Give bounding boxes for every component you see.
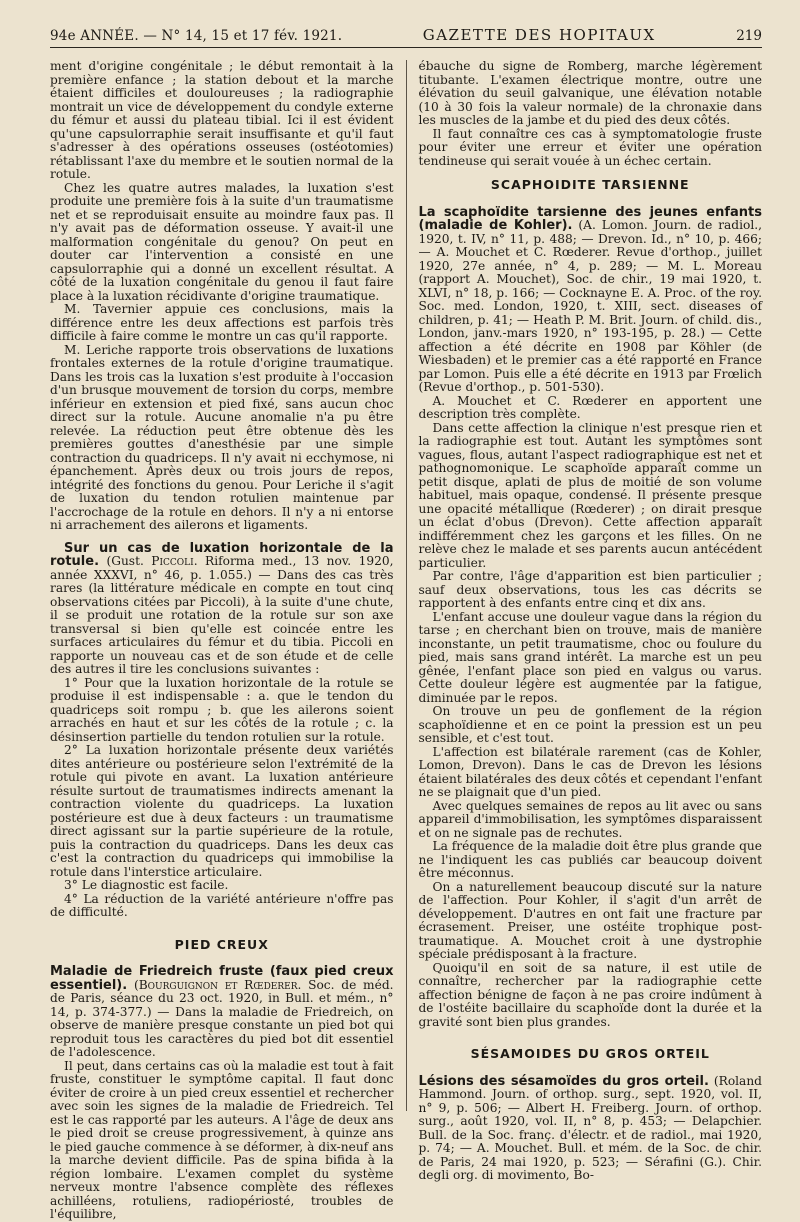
article-body: (Roland Hammond. Journ. of orthop. surg., sept. 1920, vol. II, n° 9, p. 506; — Albert H. Freiberg. Journ. of orthop. surg., août 1920, vol. II, n° 8, p. 453; — Delapchier. Bull. de la Soc. franç. d'électr. et de radiol., mai 1920, p. 74; — A. Mouchet. Bull. et mém. de la Soc. de chir. de Paris, 24 mai 1920, p. 523; — Sérafini (G.). Chir. degli org. di movimento, Bo- — [418, 1073, 762, 1182]
article-title: La scaphoïdite tarsienne des jeunes enfants (maladie de Kohler). — [418, 204, 762, 233]
article-body: Soc. de méd. de Paris, séance du 23 oct. 1920, in Bull. et mém., n° 14, p. 374-377.) — Dans la maladie de Friedreich, on observe de manière presque constante un pied bot qui reproduit tous les caractères du pied bot dit essentiel de l'adolescence. — [50, 977, 394, 1059]
section-heading-sesamoides: SÉSAMOIDES DU GROS ORTEIL — [470, 1046, 710, 1061]
column-divider — [406, 60, 407, 1111]
article-body: (A. Lomon. Journ. de radiol., 1920, t. IV, n° 11, p. 488; — Drevon. Id., n° 10, p. 466; — A. Mouchet et C. Rœderer. Revue d'orthop., juillet 1920, 27e année, n° 4, p. 289; — M. L. Moreau (rapport A. Mouchet), Soc. de chir., 19 mai 1920, t. XLVI, n° 18, p. 166; — Cocknayne E. A. Proc. of the roy. Soc. med. London, 1920, t. XIII, sect. diseases of children, p. 41; — Heath P. M. Brit. Journ. of child. dis., London, janv.-mars 1920, n° 193-195, p. 28.) — Cette affection a été décrite en 1908 par Köhler (de Wiesbaden) et le premier cas a été rapporté en France par Lomon. Puis elle a été décrite en 1913 par Frœlich (Revue d'orthop., p. 501-530). — [418, 218, 762, 394]
paragraph: M. Tavernier appuie ces conclusions, mais la différence entre les deux affections est parfois très difficile à faire comme le montre un cas qu'il rapporte. — [50, 302, 394, 343]
paragraph: L'affection est bilatérale rarement (cas de Kohler, Lomon, Drevon). Dans le cas de Drevon les lésions étaient bilatérales des deux côtés et cependant l'enfant ne se plaignait que d'un pied. — [418, 744, 762, 799]
section-heading-scaphoidite: SCAPHOIDITE TARSIENNE — [490, 177, 690, 192]
paragraph: Chez les quatre autres malades, la luxation s'est produite une première fois à la suite d'un traumatisme net et se reproduisait ensuite au moindre faux pas. Il n'y avait pas de déformation osseuse. Y avait-il une malformation congénitale du genou? On peut en douter car l'intervention a consisté en une capsulorraphie qui a donné un excellent résultat. A côté de la luxation congénitale du genou il faut faire place à la luxation récidivante d'origine traumatique. — [50, 180, 394, 303]
paragraph: Par contre, l'âge d'apparition est bien particulier ; sauf deux observations, tous les cas décrits se rapportent à des enfants entre cinq et dix ans. — [418, 569, 762, 610]
paragraph: A. Mouchet et C. Rœderer en apportent une description très complète. — [418, 393, 762, 421]
right-column — [418, 59, 763, 1182]
issue-info: 94e ANNÉE. — N° 14, 15 et 17 fév. 1921. — [50, 28, 343, 44]
article-body: . Riforma med., 13 nov. 1920, année XXXVI, n° 46, p. 1.055.) — Dans des cas très rares (la littérature médicale en compte en tout cinq observations citées par Piccoli), à la suite d'une chute, il se produit une rotation de la rotule sur son axe transversal si bien qu'elle est coincée entre les surfaces articulaires du fémur et du tibia. Piccoli en rapporte un nouveau cas et de son étude et de celle des autres il tire les conclusions suivantes : — [50, 554, 394, 676]
left-column — [50, 59, 394, 1221]
paragraph: Avec quelques semaines de repos au lit avec ou sans appareil d'immobilisation, les symptômes disparaissent et on ne signale pas de rechutes. — [418, 798, 762, 840]
article-sesamoides — [419, 1075, 763, 1183]
page-number: 219 — [736, 28, 762, 44]
article-scaphoidite — [419, 206, 763, 395]
conclusion-item: 1° Pour que la luxation horizontale de la rotule se produise il est indispensable : a. que le tendon du quadriceps soit rompu ; b. que les ailerons soient arrachés en haut et sur les côtés de la rotule ; c. la désinsertion partielle du tendon rotulien sur la rotule. — [50, 675, 394, 744]
paragraph: Dans cette affection la clinique n'est presque rien et la radiographie est tout. Autant les symptômes sont vagues, flous, autant l'aspect radiographique est net et pathognomonique. Le scaphoïde apparaît comme un petit disque, aplati de plus de moitié de son volume habituel, mais opaque, condensé. Il présente presque une opacité métallique (Rœderer) ; on dirait presque un éclat d'obus (Drevon). Cette affection apparaît indifféremment chez les garçons et les filles. On ne relève chez le malade et ses parents aucun antécédent particulier. — [418, 420, 762, 570]
article-reference: (Gust. — [106, 554, 152, 568]
paragraph: Il faut connaître ces cas à symptomatologie fruste pour éviter une erreur et éviter une opération tendineuse qui serait vouée à un échec certain. — [418, 126, 762, 168]
paragraph: M. Leriche rapporte trois observations de luxations frontales externes de la rotule d'origine traumatique. Dans les trois cas la luxation s'est produite à l'occasion d'un brusque mouvement de torsion du corps, membre inférieur en extension et pied fixé, sans aucun choc direct sur la rotule. Aucune anomalie n'a pu être relevée. La réduction peut être obtenue dès les premières gouttes d'anesthésie par une simple contraction du quadriceps. Il n'y avait ni ecchymose, ni épanchement. Après deux ou trois jours de repos, intégrité des fonctions du genou. Pour Leriche il s'agit de luxation du tendon rotulien maintenue par l'accrochage de la rotule en dehors. Il n'y a ni entorse ni arrachement des ailerons et ligaments. — [50, 342, 394, 532]
paragraph: ébauche du signe de Romberg, marche légèrement titubante. L'examen électrique montre, outre une élévation du seuil galvanique, une élévation notable (10 à 30 fois la valeur normale) de la chronaxie dans les muscles de la jambe et du pied des deux côtés. — [418, 59, 762, 127]
paragraph: Quoiqu'il en soit de sa nature, il est utile de connaître, rechercher par la radiographie cette affection bénigne de façon à ne pas croire indûment à de l'ostéite bacillaire du scaphoïde dont la durée et la gravité sont bien plus grandes. — [418, 960, 762, 1029]
paragraph: On a naturellement beaucoup discuté sur la nature de l'affection. Pour Kohler, il s'agit d'un arrêt de développement. D'autres en ont fait une fracture par écrasement. Preiser, une ostéite trophique post-traumatique. A. Mouchet croit à une dystrophie spéciale prédisposant à la fracture. — [418, 879, 762, 961]
article-authors: (Bourguignon et Rœderer. — [133, 977, 302, 992]
conclusion-item: 2° La luxation horizontale présente deux variétés dites antérieure ou postérieure selon l'extrémité de la rotule qui pivote en avant. La luxation antérieure résulte surtout de traumatismes indirects amenant la contraction violente du quadriceps. La luxation postérieure est due à deux facteurs : un traumatisme direct agissant sur la partie supérieure de la rotule, puis la contraction du quadriceps. Dans les deux cas c'est la contraction du quadriceps qui immobilise la rotule dans l'interstice articulaire. — [50, 743, 394, 879]
conclusion-item: 3° Le diagnostic est facile. — [64, 878, 229, 892]
text-columns — [50, 59, 762, 1221]
article-title: Sur un cas de luxation horizontale de la rotule. — [50, 540, 394, 569]
paragraph: On trouve un peu de gonflement de la région scaphoïdienne et en ce point la pression est un peu sensible, et c'est tout. — [418, 704, 762, 745]
article-author: Piccoli — [151, 554, 194, 568]
article-friedreich — [50, 965, 394, 1060]
article-luxation-rotule — [50, 542, 394, 677]
article-title: Maladie de Friedreich fruste (faux pied creux essentiel). — [50, 964, 394, 993]
running-header — [50, 14, 762, 48]
conclusion-item: 4° La réduction de la variété antérieure n'offre pas de difficulté. — [50, 891, 394, 919]
paragraph: L'enfant accuse une douleur vague dans la région du tarse ; en cherchant bien on trouve, mais de manière inconstante, un petit traumatisme, choc ou foulure du pied, mais sans grand intérêt. La marche est un peu gênée, l'enfant place son pied en valgus ou varus. Cette douleur légère est augmentée par la fatigue, diminuée par le repos. — [418, 609, 762, 705]
article-title: Lésions des sésamoïdes du gros orteil. — [418, 1073, 709, 1089]
section-heading-pied-creux: PIED CREUX — [174, 936, 269, 952]
journal-title: GAZETTE DES HOPITAUX — [422, 26, 656, 44]
paragraph: La fréquence de la maladie doit être plus grande que ne l'indiquent les cas publiés car beaucoup doivent être méconnus. — [418, 839, 762, 880]
paragraph: ment d'origine congénitale ; le début remontait à la première enfance ; la station debout et la marche étaient difficiles et douloureuses ; la radiographie montrait un vice de développement du condyle externe du fémur et aussi du plateau tibial. Ici il est évident qu'une capsulorraphie serait insuffisante et qu'il faut s'adresser à des opérations osseuses (ostéotomies) rétablissant l'axe du membre et le soutien normal de la rotule. — [50, 59, 394, 181]
paragraph: Il peut, dans certains cas où la maladie est tout à fait fruste, constituer le symptôme capital. Il faut donc éviter de croire à un pied creux essentiel et rechercher avec soin les signes de la maladie de Friedreich. Tel est le cas rapporté par les auteurs. A l'âge de deux ans le pied droit se creuse progressivement, à quinze ans le pied gauche commence à se déformer, à dix-neuf ans la marche devient difficile. Pas de spina bifida à la région lombaire. L'examen complet du système nerveux montre l'absence complète des réflexes achilléens, rotuliens, radiopériosté, troubles de l'équilibre, — [50, 1058, 394, 1221]
